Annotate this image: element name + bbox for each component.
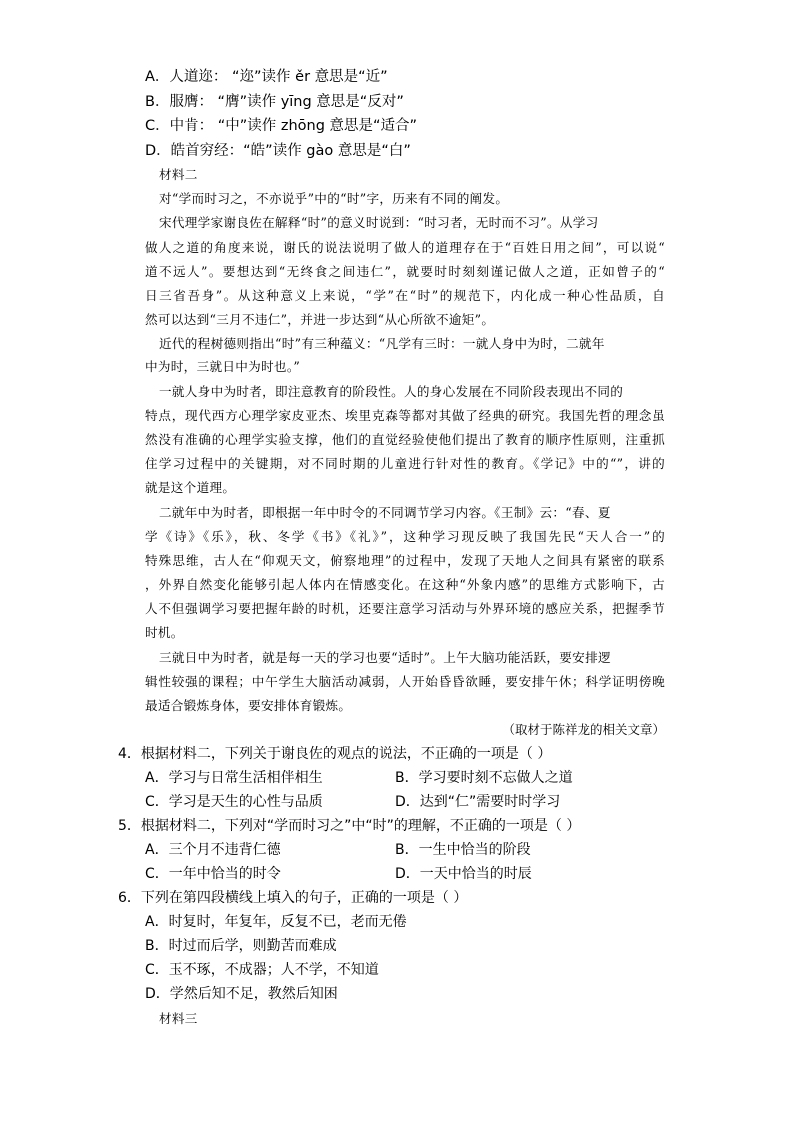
q6-option-b: B．时过而后学，则勤苦而难成 (145, 938, 337, 954)
q5-option-a: A．三个月不违背仁德 (145, 842, 281, 858)
paragraph-line: 道不远人”。要想达到“无终食之间违仁”，就要时时刻刻谨记做人之道，正如曾子的“ (145, 264, 665, 279)
paragraph-line: 中为时，三就日中为时也。” (145, 359, 301, 374)
paragraph-line: 特点，现代西方心理学家皮亚杰、埃里克森等都对其做了经典的研究。我国先哲的理念虽 (145, 408, 665, 423)
paragraph-line: 日三省吾身”。从这种意义上来说，“学”在“时”的规范下，内化成一种心性品质，自 (145, 288, 665, 303)
paragraph-line: 然没有准确的心理学实验支撑，他们的直觉经验使他们提出了教育的顺序性原则，注重抓 (145, 432, 665, 447)
paragraph-line: 做人之道的角度来说，谢氏的说法说明了做人的道理存在于“百姓日用之间”，可以说“ (145, 240, 665, 255)
q4-stem: 4．根据材料二，下列关于谢良佐的观点的说法，不正确的一项是（ ） (118, 746, 552, 762)
q4-option-c: C．学习是天生的心性与品质 (145, 794, 323, 810)
q3-option-c: C．中肯： “中”读作 zhōng 意思是“适合” (145, 118, 418, 134)
q6-option-c: C．玉不琢，不成器；人不学，不知道 (145, 962, 379, 978)
paragraph-line: 二就年中为时者，即根据一年中时令的不同调节学习内容。《王制》云：“春、夏 (159, 505, 611, 520)
q6-option-a: A．时复时，年复年，反复不已，老而无倦 (145, 914, 407, 930)
paragraph-line: 辑性较强的课程；中午学生大脑活动减弱，人开始昏昏欲睡，要安排午休；科学证明傍晚 (145, 674, 665, 689)
paragraph-line: 就是这个道理。 (145, 480, 236, 495)
material3-title: 材料三 (159, 1011, 198, 1026)
q3-option-a: A．人道迩： “迩”读作 ěr 意思是“近” (145, 69, 388, 85)
paragraph-line: 人不但强调学习要把握年龄的时机，还要注意学习活动与外界环境的感应关系，把握季节 (145, 601, 665, 616)
q4-option-b: B．学习要时刻不忘做人之道 (395, 770, 573, 786)
paragraph-line: 宋代理学家谢良佐在解释“时”的意义时说到：“时习者，无时而不习”。从学习 (159, 215, 599, 230)
paragraph-line: 近代的程树德则指出“时”有三种蕴义：“凡学有三时：一就人身中为时，二就年 (159, 336, 605, 351)
material2-title: 材料二 (159, 167, 198, 182)
q3-option-b: B．服膺： “膺”读作 yīng 意思是“反对” (145, 94, 404, 110)
q5-option-d: D．一天中恰当的时辰 (395, 866, 532, 882)
paragraph-line: 一就人身中为时者，即注意教育的阶段性。人的身心发展在不同阶段表现出不同的 (159, 384, 624, 399)
q6-stem: 6．下列在第四段横线上填入的句子，正确的一项是（ ） (118, 890, 468, 906)
paragraph-line: 对“学而时习之，不亦说乎”中的“时”字，历来有不同的阐发。 (159, 191, 509, 206)
q6-option-d: D．学然后知不足，教然后知困 (145, 986, 338, 1002)
source-note: （取材于陈祥龙的相关文章） (502, 722, 665, 737)
q5-option-b: B．一生中恰当的阶段 (395, 842, 531, 858)
paragraph-line: 住学习过程中的关键期，对不同时期的儿童进行针对性的教育。《学记》中的“”，讲的 (145, 456, 665, 471)
q5-option-c: C．一年中恰当的时令 (145, 866, 281, 882)
q5-stem: 5．根据材料二，下列对“学而时习之”中“时”的理解，不正确的一项是（ ） (118, 818, 581, 834)
q3-option-d: D．皓首穷经：“皓”读作 gào 意思是“白” (145, 143, 411, 159)
paragraph-line: 学《诗》《乐》，秋、冬学《书》《礼》”，这种学习现反映了我国先民“天人合一”的 (145, 529, 665, 544)
paragraph-line: ，外界自然变化能够引起人体内在情感变化。在这种“外象内感”的思维方式影响下，古 (145, 577, 665, 592)
paragraph-line: 三就日中为时者，就是每一天的学习也要“适时”。上午大脑功能活跃，要安排逻 (159, 650, 611, 665)
paragraph-line: 最适合锻炼身体，要安排体育锻炼。 (145, 698, 352, 713)
paragraph-line: 时机。 (145, 625, 184, 640)
paragraph-line: 然可以达到“三月不违仁”，并进一步达到“从心所欲不逾矩”。 (145, 312, 495, 327)
q4-option-a: A．学习与日常生活相伴相生 (145, 770, 323, 786)
q4-option-d: D．达到“仁”需要时时学习 (395, 794, 561, 810)
paragraph-line: 特殊思维，古人在“仰观天文，俯察地理”的过程中，发现了天地人之间具有紧密的联系 (145, 553, 665, 568)
